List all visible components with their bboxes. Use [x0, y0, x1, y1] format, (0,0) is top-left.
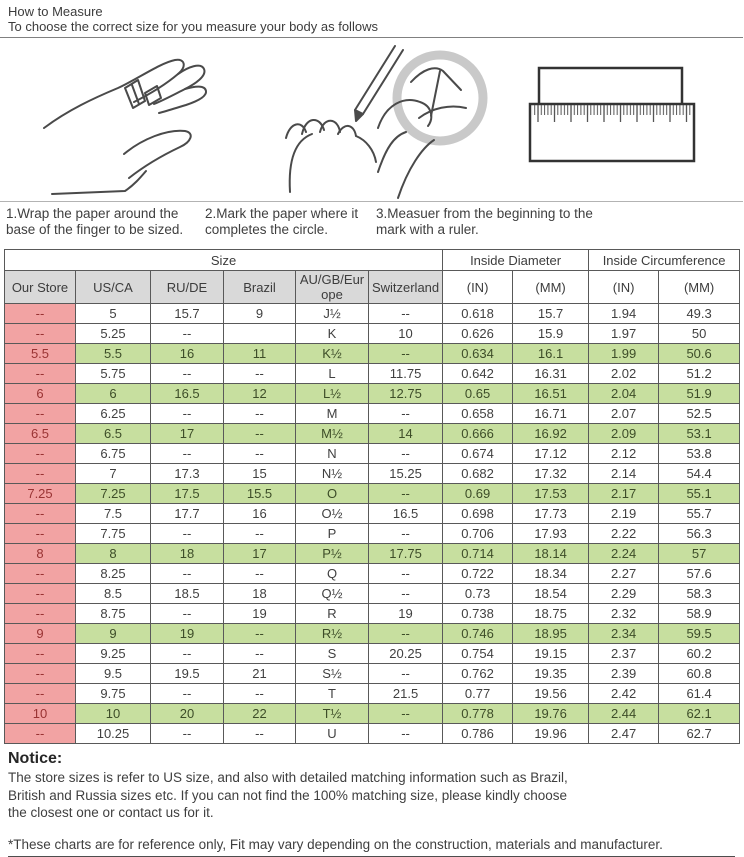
store-size-cell: 8: [5, 544, 76, 564]
size-value-cell: 11: [224, 344, 296, 364]
size-value-cell: --: [151, 324, 224, 344]
column-header-our-store: Our Store: [5, 271, 76, 304]
size-value-cell: 10: [76, 704, 151, 724]
size-value-cell: Q½: [296, 584, 369, 604]
store-size-cell: 7.25: [5, 484, 76, 504]
size-value-cell: 56.3: [659, 524, 740, 544]
size-value-cell: L½: [296, 384, 369, 404]
size-value-cell: 0.658: [443, 404, 513, 424]
store-size-cell: --: [5, 604, 76, 624]
size-value-cell: 2.14: [589, 464, 659, 484]
size-value-cell: 1.94: [589, 304, 659, 324]
store-size-cell: 9: [5, 624, 76, 644]
size-value-cell: 0.698: [443, 504, 513, 524]
size-value-cell: 15.9: [513, 324, 589, 344]
size-value-cell: 2.27: [589, 564, 659, 584]
size-value-cell: U: [296, 724, 369, 744]
size-value-cell: 7.5: [76, 504, 151, 524]
size-value-cell: --: [369, 404, 443, 424]
ring-size-table: [4, 249, 740, 744]
size-value-cell: P: [296, 524, 369, 544]
size-value-cell: 16.71: [513, 404, 589, 424]
size-value-cell: --: [224, 524, 296, 544]
size-value-cell: 17.73: [513, 504, 589, 524]
size-value-cell: 0.786: [443, 724, 513, 744]
size-value-cell: 2.37: [589, 644, 659, 664]
size-value-cell: R½: [296, 624, 369, 644]
group-header-inside-diameter: Inside Diameter: [443, 250, 589, 271]
ruler-icon: [504, 55, 744, 185]
size-value-cell: 0.738: [443, 604, 513, 624]
size-value-cell: 0.722: [443, 564, 513, 584]
size-value-cell: 57: [659, 544, 740, 564]
size-value-cell: 18: [224, 584, 296, 604]
size-value-cell: 16: [224, 504, 296, 524]
size-value-cell: --: [369, 664, 443, 684]
size-value-cell: 51.9: [659, 384, 740, 404]
size-value-cell: --: [224, 644, 296, 664]
size-value-cell: 62.1: [659, 704, 740, 724]
size-value-cell: 18.14: [513, 544, 589, 564]
size-value-cell: 9.75: [76, 684, 151, 704]
column-header-switzerland: Switzerland: [369, 271, 443, 304]
size-value-cell: 17.53: [513, 484, 589, 504]
store-size-cell: 6: [5, 384, 76, 404]
size-value-cell: M½: [296, 424, 369, 444]
table-row: [5, 424, 740, 444]
size-value-cell: 52.5: [659, 404, 740, 424]
size-value-cell: 9: [224, 304, 296, 324]
notice-section: [0, 744, 743, 857]
size-value-cell: 6.75: [76, 444, 151, 464]
size-value-cell: 8.25: [76, 564, 151, 584]
table-row: [5, 344, 740, 364]
size-value-cell: 17.3: [151, 464, 224, 484]
size-value-cell: 2.29: [589, 584, 659, 604]
size-value-cell: S: [296, 644, 369, 664]
size-value-cell: 19: [151, 624, 224, 644]
size-value-cell: --: [369, 724, 443, 744]
store-size-cell: 6.5: [5, 424, 76, 444]
size-value-cell: 17: [151, 424, 224, 444]
size-value-cell: --: [151, 404, 224, 424]
size-value-cell: 19: [224, 604, 296, 624]
size-value-cell: --: [369, 624, 443, 644]
size-value-cell: 17.5: [151, 484, 224, 504]
table-row: [5, 704, 740, 724]
size-value-cell: 55.1: [659, 484, 740, 504]
size-value-cell: --: [151, 684, 224, 704]
size-value-cell: 19.56: [513, 684, 589, 704]
store-size-cell: --: [5, 524, 76, 544]
store-size-cell: --: [5, 724, 76, 744]
size-value-cell: 9: [76, 624, 151, 644]
size-value-cell: 50: [659, 324, 740, 344]
table-group-header-row: [5, 250, 740, 271]
size-value-cell: 15: [224, 464, 296, 484]
size-value-cell: 0.706: [443, 524, 513, 544]
size-value-cell: --: [369, 564, 443, 584]
size-value-cell: --: [369, 704, 443, 724]
size-value-cell: 12.75: [369, 384, 443, 404]
size-value-cell: 2.22: [589, 524, 659, 544]
size-value-cell: 18: [151, 544, 224, 564]
size-value-cell: 49.3: [659, 304, 740, 324]
size-value-cell: K: [296, 324, 369, 344]
table-row: [5, 644, 740, 664]
size-value-cell: 16.31: [513, 364, 589, 384]
size-value-cell: 0.682: [443, 464, 513, 484]
size-value-cell: --: [224, 444, 296, 464]
size-value-cell: 19.76: [513, 704, 589, 724]
size-value-cell: 2.42: [589, 684, 659, 704]
size-value-cell: 10.25: [76, 724, 151, 744]
size-value-cell: 60.8: [659, 664, 740, 684]
table-row: [5, 484, 740, 504]
size-value-cell: 6: [76, 384, 151, 404]
size-value-cell: 16.5: [151, 384, 224, 404]
size-value-cell: 6.25: [76, 404, 151, 424]
size-value-cell: 5.5: [76, 344, 151, 364]
instruction-steps: [0, 202, 743, 247]
size-value-cell: 2.24: [589, 544, 659, 564]
size-value-cell: --: [224, 684, 296, 704]
size-value-cell: 18.34: [513, 564, 589, 584]
table-row: [5, 324, 740, 344]
size-value-cell: 2.32: [589, 604, 659, 624]
size-value-cell: 62.7: [659, 724, 740, 744]
column-header-brazil: Brazil: [224, 271, 296, 304]
size-value-cell: 19.15: [513, 644, 589, 664]
store-size-cell: --: [5, 324, 76, 344]
size-value-cell: 5.25: [76, 324, 151, 344]
notice-heading: Notice:: [8, 750, 63, 767]
size-value-cell: 53.8: [659, 444, 740, 464]
size-value-cell: 20.25: [369, 644, 443, 664]
size-value-cell: --: [224, 364, 296, 384]
size-value-cell: 0.642: [443, 364, 513, 384]
store-size-cell: --: [5, 644, 76, 664]
column-header-circumference-mm: (MM): [659, 271, 740, 304]
size-value-cell: 10: [369, 324, 443, 344]
table-row: [5, 404, 740, 424]
store-size-cell: --: [5, 664, 76, 684]
size-value-cell: --: [369, 344, 443, 364]
column-header-circumference-in: (IN): [589, 271, 659, 304]
size-value-cell: 18.75: [513, 604, 589, 624]
size-value-cell: 2.34: [589, 624, 659, 644]
size-value-cell: Q: [296, 564, 369, 584]
size-value-cell: 2.17: [589, 484, 659, 504]
size-value-cell: 0.65: [443, 384, 513, 404]
size-value-cell: 2.39: [589, 664, 659, 684]
table-row: [5, 464, 740, 484]
size-value-cell: --: [151, 604, 224, 624]
size-value-cell: 2.09: [589, 424, 659, 444]
size-value-cell: 2.47: [589, 724, 659, 744]
size-value-cell: 0.754: [443, 644, 513, 664]
size-value-cell: --: [369, 524, 443, 544]
size-value-cell: 2.04: [589, 384, 659, 404]
store-size-cell: --: [5, 404, 76, 424]
store-size-cell: --: [5, 444, 76, 464]
size-value-cell: 17.12: [513, 444, 589, 464]
page-title: How to Measure: [8, 4, 103, 19]
table-row: [5, 624, 740, 644]
table-row: [5, 664, 740, 684]
step-2-mark: 2.Mark the paper where it completes the circle.: [205, 206, 359, 237]
size-value-cell: R: [296, 604, 369, 624]
size-value-cell: --: [151, 444, 224, 464]
size-value-cell: 17: [224, 544, 296, 564]
size-value-cell: 54.4: [659, 464, 740, 484]
size-value-cell: --: [224, 404, 296, 424]
size-value-cell: P½: [296, 544, 369, 564]
size-value-cell: 20: [151, 704, 224, 724]
column-header-us-ca: US/CA: [76, 271, 151, 304]
size-value-cell: 9.25: [76, 644, 151, 664]
size-value-cell: --: [369, 584, 443, 604]
size-value-cell: 7: [76, 464, 151, 484]
size-value-cell: T: [296, 684, 369, 704]
size-value-cell: --: [369, 484, 443, 504]
size-value-cell: 0.77: [443, 684, 513, 704]
size-value-cell: 1.99: [589, 344, 659, 364]
store-size-cell: 5.5: [5, 344, 76, 364]
size-value-cell: --: [151, 644, 224, 664]
store-size-cell: --: [5, 364, 76, 384]
table-row: [5, 524, 740, 544]
size-value-cell: 8.5: [76, 584, 151, 604]
page-subtitle: To choose the correct size for you measure your body as follows: [8, 19, 378, 34]
size-value-cell: 0.634: [443, 344, 513, 364]
size-value-cell: 2.19: [589, 504, 659, 524]
size-value-cell: 8: [76, 544, 151, 564]
notice-line: British and Russia sizes etc. If you can not find the 100% matching size, please kindly choose: [8, 787, 568, 803]
size-value-cell: 19.5: [151, 664, 224, 684]
size-value-cell: --: [151, 364, 224, 384]
size-value-cell: 58.9: [659, 604, 740, 624]
store-size-cell: --: [5, 564, 76, 584]
size-value-cell: J½: [296, 304, 369, 324]
size-value-cell: T½: [296, 704, 369, 724]
table-row: [5, 604, 740, 624]
step-1-wrap: 1.Wrap the paper around the base of the finger to be sized.: [6, 206, 184, 237]
size-value-cell: 0.746: [443, 624, 513, 644]
size-value-cell: [224, 324, 296, 344]
size-value-cell: 57.6: [659, 564, 740, 584]
size-value-cell: 18.5: [151, 584, 224, 604]
size-value-cell: 0.73: [443, 584, 513, 604]
marking-paper-with-pen-icon: [282, 40, 504, 200]
size-value-cell: 5: [76, 304, 151, 324]
table-row: [5, 684, 740, 704]
size-value-cell: 55.7: [659, 504, 740, 524]
size-value-cell: --: [151, 564, 224, 584]
size-value-cell: --: [224, 564, 296, 584]
size-value-cell: 60.2: [659, 644, 740, 664]
size-value-cell: 16.1: [513, 344, 589, 364]
size-value-cell: --: [151, 524, 224, 544]
store-size-cell: --: [5, 684, 76, 704]
size-value-cell: 50.6: [659, 344, 740, 364]
size-value-cell: N½: [296, 464, 369, 484]
size-value-cell: 8.75: [76, 604, 151, 624]
size-value-cell: 16.92: [513, 424, 589, 444]
size-value-cell: 19.96: [513, 724, 589, 744]
size-value-cell: 17.7: [151, 504, 224, 524]
size-value-cell: 2.07: [589, 404, 659, 424]
page-header: [0, 0, 743, 38]
size-value-cell: 6.5: [76, 424, 151, 444]
size-value-cell: 16: [151, 344, 224, 364]
step-3-measure: 3.Measuer from the beginning to the mark with a ruler.: [376, 206, 593, 237]
table-row: [5, 724, 740, 744]
reference-disclaimer: *These charts are for reference only, Fit may vary depending on the construction, materials and manufacturer.: [8, 837, 735, 857]
size-value-cell: 0.778: [443, 704, 513, 724]
group-header-inside-circumference: Inside Circumference: [589, 250, 740, 271]
size-table-body: [5, 304, 740, 744]
hand-with-paper-strip-icon: [28, 44, 280, 196]
column-header-ru-de: RU/DE: [151, 271, 224, 304]
size-value-cell: 59.5: [659, 624, 740, 644]
size-value-cell: 2.12: [589, 444, 659, 464]
size-value-cell: M: [296, 404, 369, 424]
illustration-row: [0, 38, 743, 202]
column-header-diameter-in: (IN): [443, 271, 513, 304]
size-value-cell: --: [224, 624, 296, 644]
size-value-cell: L: [296, 364, 369, 384]
table-row: [5, 304, 740, 324]
size-value-cell: O½: [296, 504, 369, 524]
size-value-cell: K½: [296, 344, 369, 364]
size-value-cell: 58.3: [659, 584, 740, 604]
store-size-cell: --: [5, 584, 76, 604]
table-row: [5, 544, 740, 564]
table-row: [5, 364, 740, 384]
size-value-cell: 0.626: [443, 324, 513, 344]
size-value-cell: 2.44: [589, 704, 659, 724]
size-value-cell: S½: [296, 664, 369, 684]
size-value-cell: 15.25: [369, 464, 443, 484]
table-row: [5, 384, 740, 404]
notice-line: The store sizes is refer to US size, and also with detailed matching information such as Brazil,: [8, 770, 568, 785]
size-value-cell: 1.97: [589, 324, 659, 344]
size-value-cell: --: [151, 724, 224, 744]
size-value-cell: --: [369, 444, 443, 464]
size-value-cell: 21: [224, 664, 296, 684]
size-value-cell: 15.7: [513, 304, 589, 324]
size-value-cell: 12: [224, 384, 296, 404]
notice-line: the closest one or contact us for it.: [8, 805, 214, 820]
store-size-cell: --: [5, 464, 76, 484]
store-size-cell: --: [5, 504, 76, 524]
table-row: [5, 504, 740, 524]
group-header-size: Size: [5, 250, 443, 271]
size-value-cell: 16.51: [513, 384, 589, 404]
size-value-cell: 19.35: [513, 664, 589, 684]
size-value-cell: 53.1: [659, 424, 740, 444]
size-value-cell: 14: [369, 424, 443, 444]
size-value-cell: 0.714: [443, 544, 513, 564]
size-value-cell: --: [369, 304, 443, 324]
size-value-cell: 21.5: [369, 684, 443, 704]
size-value-cell: N: [296, 444, 369, 464]
size-value-cell: 0.618: [443, 304, 513, 324]
size-value-cell: 7.75: [76, 524, 151, 544]
store-size-cell: --: [5, 304, 76, 324]
table-row: [5, 444, 740, 464]
size-value-cell: 0.666: [443, 424, 513, 444]
size-value-cell: --: [224, 724, 296, 744]
size-value-cell: 61.4: [659, 684, 740, 704]
size-value-cell: 0.69: [443, 484, 513, 504]
size-value-cell: 18.54: [513, 584, 589, 604]
size-value-cell: 15.7: [151, 304, 224, 324]
size-value-cell: 18.95: [513, 624, 589, 644]
size-value-cell: 2.02: [589, 364, 659, 384]
size-value-cell: 9.5: [76, 664, 151, 684]
size-value-cell: 0.762: [443, 664, 513, 684]
store-size-cell: 10: [5, 704, 76, 724]
size-value-cell: 0.674: [443, 444, 513, 464]
size-value-cell: 11.75: [369, 364, 443, 384]
size-value-cell: 51.2: [659, 364, 740, 384]
table-column-header-row: [5, 271, 740, 304]
size-value-cell: 22: [224, 704, 296, 724]
table-row: [5, 584, 740, 604]
size-value-cell: 5.75: [76, 364, 151, 384]
column-header-au-gb-europe: AU/GB/Europe: [296, 271, 369, 304]
table-row: [5, 564, 740, 584]
size-value-cell: 7.25: [76, 484, 151, 504]
size-value-cell: 19: [369, 604, 443, 624]
size-value-cell: 17.32: [513, 464, 589, 484]
size-value-cell: 17.93: [513, 524, 589, 544]
size-value-cell: --: [224, 424, 296, 444]
size-value-cell: 16.5: [369, 504, 443, 524]
column-header-diameter-mm: (MM): [513, 271, 589, 304]
size-value-cell: 15.5: [224, 484, 296, 504]
size-value-cell: 17.75: [369, 544, 443, 564]
size-value-cell: O: [296, 484, 369, 504]
